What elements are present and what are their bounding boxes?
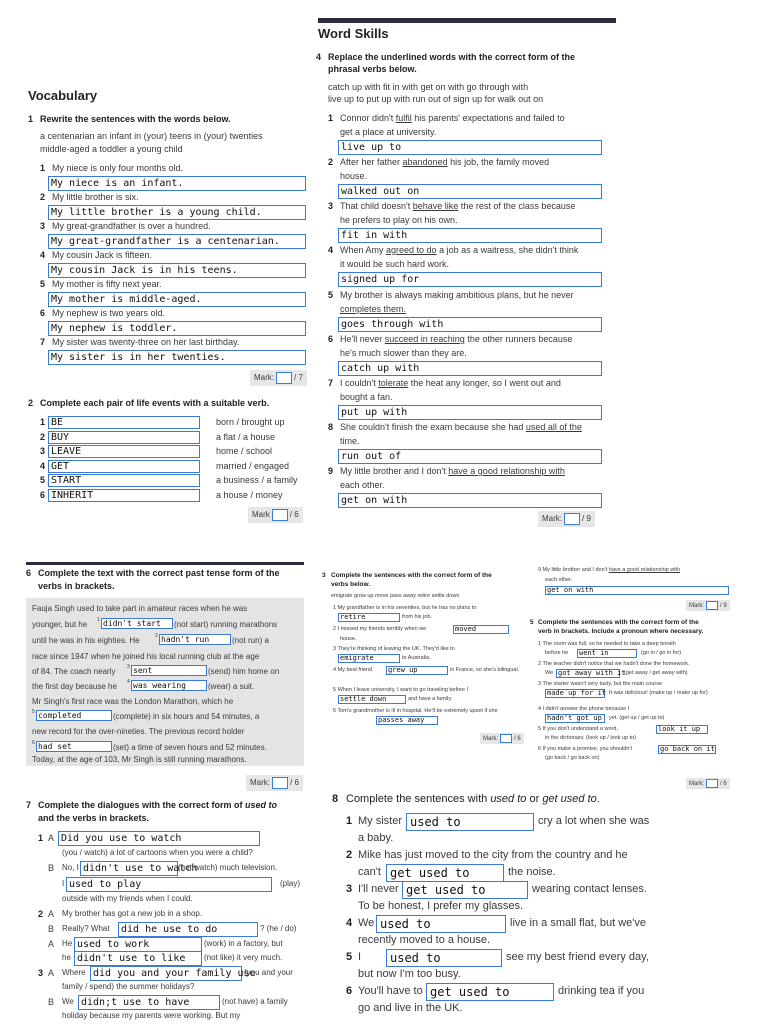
ex2-item-number: 4 xyxy=(40,460,46,471)
ex2-item-collocation: a business / a family xyxy=(216,475,298,485)
ex4-item-number: 6 xyxy=(328,334,334,344)
ex4-item-text xyxy=(340,113,565,123)
ex7-d1-speaker-a: A xyxy=(48,833,55,843)
ex1-item-question: My sister was twenty-three on her last birthday. xyxy=(52,337,240,347)
ex5-item-question: 2 The teacher didn't notice that we hadn't done the homework. xyxy=(538,661,690,667)
ex3-wordbank: emigrate grow up move pass away retire settle down xyxy=(331,593,460,599)
ex4-item-continued: house. xyxy=(340,171,368,181)
ex4-wordbank-2: live up to put up with run out of sign up for walk out on xyxy=(328,94,544,104)
ex7-instruction xyxy=(38,800,277,810)
ex5-answer-field[interactable]: go back on it xyxy=(660,745,715,753)
ex4-item-text-b: the rest of the class because xyxy=(458,201,576,211)
ex8-item-pre: I'll never xyxy=(358,883,399,895)
ex7-d3-num: 3 xyxy=(38,968,44,978)
ex5-item-rest: It was delicious! (make up / make up for) xyxy=(609,690,708,696)
ex9s-q1-text: 9 My little brother and I don't xyxy=(538,567,609,573)
ex8-instr-d: get used to xyxy=(542,793,597,805)
ex8-item-post: see my best friend every day, xyxy=(506,951,649,963)
mark-label: Mark: xyxy=(689,603,704,610)
ex6-line-6-pre: the first day because he xyxy=(32,682,117,691)
mark-label: Mark: xyxy=(483,736,498,743)
ex7-d2-c-rest: (work) in a factory, but xyxy=(204,939,283,948)
ex4-item-text-a: Connor didn't xyxy=(340,113,396,123)
ex1-item-question: My nephew is two years old. xyxy=(52,308,166,318)
ex4-item-number: 2 xyxy=(328,157,334,167)
ex5-item-pre: before he xyxy=(545,650,569,656)
ex1-answer-field[interactable]: My mother is middle-aged. xyxy=(48,292,306,307)
ex4-item-number: 4 xyxy=(328,245,334,255)
ex4-wordbank-1: catch up with fit in with get on with go through with xyxy=(328,82,529,92)
ex5-item-question: 3 The starter wasn't very tasty, but the main course xyxy=(538,681,663,687)
ex6-line-5-pre: of 84. The coach nearly xyxy=(32,667,116,676)
ex4-item-text xyxy=(340,245,578,255)
ex6-line-2-post: (not start) running marathons xyxy=(174,620,278,629)
ex6-superscript-6: 6 xyxy=(32,740,35,746)
word-skills-title: Word Skills xyxy=(318,26,389,41)
ex4-item-text-a: That child doesn't xyxy=(340,201,413,211)
ex3-answer-field[interactable]: grew up xyxy=(386,666,448,675)
ex4-answer-field[interactable]: goes through with xyxy=(338,317,602,332)
ex2-item-number: 6 xyxy=(40,489,46,500)
ex7-d2-b-rest: ? (he / do) xyxy=(260,924,297,933)
ex5-number: 5 xyxy=(530,619,534,626)
ex7-d2-d-pre: he xyxy=(62,953,71,962)
ex5-item-question: 5 If you don't understand a word, xyxy=(538,726,618,732)
ex1-item-question: My little brother is six. xyxy=(52,192,139,202)
ex4-answer-field[interactable]: run out of xyxy=(338,449,602,464)
ex1-item-number: 2 xyxy=(40,192,46,202)
ex4-answer-field[interactable]: get on with xyxy=(338,493,602,508)
mark-label: Mark: xyxy=(254,373,274,383)
ex6-line-9: new record for the over-nineties. The previous record holder xyxy=(32,727,245,736)
ex8-answer-field[interactable]: get used to xyxy=(426,983,554,1001)
ex7-d2-num: 2 xyxy=(38,909,44,919)
ex3-answer-field[interactable]: moved xyxy=(453,625,509,634)
ex2-answer-field[interactable]: BE xyxy=(48,416,200,429)
ex3-item-question: 1 My grandfather is in his seventies, but he has no plans to xyxy=(333,605,477,611)
ex8-instr-a: Complete the sentences with xyxy=(346,793,491,805)
ex1-mark xyxy=(250,370,307,386)
ex5-item-question: 4 I didn't answer the phone because I xyxy=(538,706,630,712)
ex4-instruction: Replace the underlined words with the correct form of the xyxy=(328,52,576,62)
ex7-d1-answer-b2[interactable]: used to play xyxy=(66,877,272,892)
ex3-answer-field[interactable]: emigrate xyxy=(338,654,400,663)
ex4-item-text xyxy=(340,201,575,211)
ex6-line-4: race since 1947 when he joined his local running club at the age xyxy=(32,652,260,661)
ex8-item-number: 3 xyxy=(346,883,353,895)
ex2-answer-field[interactable]: START xyxy=(48,474,200,487)
word-skills-bar xyxy=(318,18,616,23)
ex5-item-pre: We xyxy=(545,670,554,676)
ex8-item-continued: To be honest, I prefer my glasses. xyxy=(358,900,524,912)
ex6-line-11: Today, at the age of 103, Mr Singh is still running marathons. xyxy=(32,755,247,764)
ex4-item-underlined: have a good relationship with xyxy=(448,466,565,476)
ex8-instruction xyxy=(346,793,600,805)
ex1-number: 1 xyxy=(28,114,34,124)
ex4-item-text xyxy=(340,334,572,344)
ex5-item-rest: yet. (get up / get up to) xyxy=(609,715,665,721)
ex3-instruction-2: verbs below. xyxy=(331,581,371,588)
ex4-item-text-a: She couldn't finish the exam because she had xyxy=(340,422,526,432)
ex9s-mark xyxy=(686,600,730,611)
mark-input[interactable] xyxy=(272,509,288,521)
ex7-d2-speaker-a2: A xyxy=(48,939,55,949)
ex3-item-rest: house. xyxy=(340,636,357,642)
mark-input[interactable] xyxy=(276,372,292,384)
mark-input[interactable] xyxy=(706,779,718,788)
ex9s-q2: each other. xyxy=(545,577,573,583)
ex4-answer-field[interactable]: put up with xyxy=(338,405,602,420)
ex1-item-number: 4 xyxy=(40,250,46,260)
ex6-answer-4[interactable]: was wearing xyxy=(131,680,207,691)
ex6-instruction: Complete the text with the correct past tense form of the xyxy=(38,568,280,578)
ex1-answer-field[interactable]: My great-grandfather is a centenarian. xyxy=(48,234,306,249)
ex5-instruction: Complete the sentences with the correct form of the xyxy=(538,619,699,626)
ex2-item-number: 3 xyxy=(40,446,46,456)
ex4-item-text xyxy=(340,378,561,388)
ex6-line-2-pre: younger, but he xyxy=(32,620,88,629)
ex6-line-7: Mr Singh's first race was the London Marathon, which he xyxy=(32,697,234,706)
ex4-item-underlined: abandoned xyxy=(402,157,448,167)
ex8-item-number: 5 xyxy=(346,951,353,963)
ex8-instr-e: . xyxy=(596,793,600,805)
ex3-item-question: 2 I missed my friends terribly when we xyxy=(333,626,427,632)
ex6-line-3-post: (not run) a xyxy=(232,636,269,645)
ex3-item-question: 5 When I leave university, I want to go traveling before I xyxy=(333,687,469,693)
ex4-item-continued: each other. xyxy=(340,480,385,490)
ex8-item-number: 6 xyxy=(346,985,353,997)
ex8-number: 8 xyxy=(332,793,339,805)
ex6-line-1: Fauja Singh used to take part in amateur races when he was xyxy=(32,604,248,613)
ex5-answer-field[interactable]: hadn't got up xyxy=(545,714,605,723)
ex8-item-pre2: can't xyxy=(358,866,381,878)
ex4-item-number: 3 xyxy=(328,201,334,211)
ex4-answer-field[interactable]: fit in with xyxy=(338,228,602,243)
ex8-item-continued: but now I'm too busy. xyxy=(358,968,461,980)
ex4-number: 4 xyxy=(316,52,322,62)
ex5-item-rest: (go back / go back on) xyxy=(545,755,600,761)
ex1-answer-field[interactable]: My little brother is a young child. xyxy=(48,205,306,220)
ex6-superscript-4: 4 xyxy=(127,679,130,685)
ex1-item-question: My niece is only four months old. xyxy=(52,163,184,173)
ex6-answer-1[interactable]: didn't start xyxy=(101,618,173,629)
ex4-item-underlined: agreed to do xyxy=(386,245,437,255)
ex7-d2-a-line: My brother has got a new job in a shop. xyxy=(62,909,203,918)
ex7-d1-b2-rest: (play) xyxy=(280,879,301,888)
ex6-answer-3[interactable]: sent xyxy=(131,665,207,676)
ex4-item-underlined: succeed in reaching xyxy=(384,334,465,344)
ex4-item-continued: bought a fan. xyxy=(340,392,393,402)
ex4-instruction-2: phrasal verbs below. xyxy=(328,64,417,74)
ex7-d2-answer-c[interactable]: used to work xyxy=(74,937,202,952)
ex3-number: 3 xyxy=(322,572,326,579)
ex6-number: 6 xyxy=(26,568,32,578)
ex1-wordbank-2: middle-aged a toddler a young child xyxy=(40,144,183,154)
ex8-item-number: 1 xyxy=(346,815,353,827)
ex5-item-rest: (get away / get away with) xyxy=(624,670,688,676)
ex5-answer-field[interactable]: went in xyxy=(577,649,637,658)
ex5-item-rest: in the dictionary. (look up / look up to) xyxy=(545,735,637,741)
mark-input[interactable] xyxy=(500,734,512,743)
ex1-answer-field[interactable]: My sister is in her twenties. xyxy=(48,350,306,365)
ex6-superscript-5: 5 xyxy=(32,709,35,715)
ex2-instruction: Complete each pair of life events with a suitable verb. xyxy=(40,398,270,408)
ex4-item-continued: time. xyxy=(340,436,360,446)
ex2-answer-field[interactable]: INHERIT xyxy=(48,489,200,502)
ex8-answer-field[interactable]: used to xyxy=(376,915,506,933)
ex3-answer-field[interactable]: passes away xyxy=(376,716,438,725)
ex5-item-rest: (go in / go in for) xyxy=(641,650,682,656)
ex4-item-text xyxy=(340,290,574,300)
mark-label: Mark: xyxy=(689,781,704,788)
ex4-item-text xyxy=(340,422,582,432)
ex5-answer-field[interactable]: got away with it xyxy=(558,669,626,677)
mark-total: / 9 xyxy=(720,603,727,610)
ex7-instruction-2: and the verbs in brackets. xyxy=(38,813,150,823)
ex7-d1-b3: outside with my friends when I could. xyxy=(62,894,193,903)
ex8-item-number: 4 xyxy=(346,917,353,929)
ex5-item-question: 1 The room was full, so he needed to take a deep breath xyxy=(538,641,676,647)
ex7-d1-b1-rest: (not watch) much television. xyxy=(178,863,278,872)
mark-total: / 6 xyxy=(290,778,299,788)
ex7-d3-answer-a[interactable]: did you and your family use xyxy=(90,966,242,981)
ex4-item-text xyxy=(340,157,549,167)
mark-total: / 9 xyxy=(582,514,591,524)
ex4-item-continued: completes them. xyxy=(340,304,407,314)
ex4-item-text-a: My brother is always making ambitious plans, but he never xyxy=(340,290,574,300)
ex1-instruction: Rewrite the sentences with the words below. xyxy=(40,114,231,124)
ex7-d2-speaker-a: A xyxy=(48,909,55,919)
ex5-answer-field[interactable]: made up for it xyxy=(547,689,607,697)
ex7-d2-b-pre: Really? What xyxy=(62,924,110,933)
ex1-item-number: 7 xyxy=(40,337,46,347)
ex8-instr-c: or xyxy=(526,793,543,805)
ex6-answer-5[interactable]: completed xyxy=(36,710,112,721)
vocabulary-title: Vocabulary xyxy=(28,88,98,103)
ex4-item-text-a: I couldn't xyxy=(340,378,379,388)
ex8-answer-field[interactable]: used to xyxy=(406,813,534,831)
ex4-answer-field[interactable]: catch up with xyxy=(338,361,602,376)
ex4-item-number: 9 xyxy=(328,466,334,476)
ex4-item-text-b: the heat any longer, so I went out and xyxy=(408,378,561,388)
ex4-item-text xyxy=(340,466,565,476)
ex8-item-pre: My sister xyxy=(358,815,402,827)
ex2-item-number: 1 xyxy=(40,417,46,427)
ex9s-underlined: have a good relationship with xyxy=(608,567,681,573)
ex6-line-8-post: (complete) in six hours and 54 minutes, a xyxy=(113,712,260,721)
mark-input[interactable] xyxy=(564,513,580,525)
ex8-item-post: the noise. xyxy=(508,866,556,878)
ex7-d3-speaker-b: B xyxy=(48,997,55,1007)
ex8-item-post: live in a small flat, but we've xyxy=(510,917,646,929)
ex6-superscript-1: 1 xyxy=(97,617,100,623)
mark-input[interactable] xyxy=(706,601,718,610)
mark-input[interactable] xyxy=(272,777,288,789)
ex8-item-number: 2 xyxy=(346,849,353,861)
ex4-item-number: 8 xyxy=(328,422,334,432)
ex3-instruction: Complete the sentences with the correct form of the xyxy=(331,572,492,579)
ex6-line-5-post: (send) him home on xyxy=(208,667,280,676)
ex2-item-collocation: married / engaged xyxy=(216,460,290,471)
ex4-item-underlined: behave like xyxy=(412,201,459,211)
ex8-item-post: wearing contact lenses. xyxy=(532,883,647,895)
ex3-answer-field[interactable]: settle down xyxy=(338,695,406,704)
ex4-item-text-a: He'll never xyxy=(340,334,385,344)
ex1-item-number: 1 xyxy=(40,163,46,173)
ex8-item-post: cry a lot when she was xyxy=(538,815,650,827)
ex3-item-question: 6 Tom's grandmother is ill in hospital. He'll be extremely upset if she xyxy=(333,708,498,714)
ex7-d1-b2-pre: I xyxy=(62,879,65,888)
ex7-d1-answer-b1[interactable]: didn't use to watch xyxy=(80,861,178,876)
ex7-number: 7 xyxy=(26,800,32,810)
mark-total: / 6 xyxy=(514,736,521,743)
ex2-mark xyxy=(248,507,303,523)
ex8-item-continued: recently moved to a house. xyxy=(358,934,491,946)
ex2-number: 2 xyxy=(28,398,34,408)
mark-total: / 6 xyxy=(720,781,727,788)
ex7-d2-answer-b[interactable]: did he use to do xyxy=(118,922,258,937)
ex7-instr-a: Complete the dialogues with the correct form of xyxy=(38,800,246,810)
ex2-item-collocation: a flat / a house xyxy=(216,431,276,442)
ex8-instr-b: used to xyxy=(490,793,527,805)
ex6-instruction-2: verbs in brackets. xyxy=(38,581,115,591)
ex5-item-question: 6 If you make a promise, you shouldn't xyxy=(538,746,632,752)
ex7-d3-b2: holiday because my parents were working. But my xyxy=(62,1011,241,1020)
ex6-line-10-post: (set) a time of seven hours and 52 minutes. xyxy=(113,743,267,752)
ex2-answer-field[interactable]: GET xyxy=(48,460,200,473)
ex6-superscript-2: 2 xyxy=(155,633,158,639)
ex4-item-number: 5 xyxy=(328,290,334,300)
ex3-item-rest: in France, so she's bilingual. xyxy=(450,667,520,673)
ex4-answer-field[interactable]: live up to xyxy=(338,140,602,155)
ex2-answer-field[interactable]: LEAVE xyxy=(48,445,200,458)
ex7-d3-a-rest: (you and your xyxy=(244,968,293,977)
ex1-item-question: My mother is fifty next year. xyxy=(52,279,162,289)
ex1-item-number: 5 xyxy=(40,279,46,289)
ex4-item-continued: he's much slower than they are. xyxy=(340,348,467,358)
ex3-item-rest: from his job. xyxy=(402,614,432,620)
ex8-item-continued: a baby. xyxy=(358,832,394,844)
ex4-item-continued: it would be such hard work. xyxy=(340,259,450,269)
mark-label: Mark: xyxy=(250,778,270,788)
ex7-d3-a2: family / spend) the summer holidays? xyxy=(62,982,195,991)
ex7-d1-answer-a[interactable]: Did you use to watch xyxy=(58,831,260,846)
ex5-mark xyxy=(686,778,730,789)
ex4-item-number: 7 xyxy=(328,378,334,388)
ex4-item-text-b: his job, the family moved xyxy=(447,157,550,167)
ex1-item-question: My great-grandfather is over a hundred. xyxy=(52,221,211,231)
ex8-item-post: drinking tea if you xyxy=(558,985,645,997)
ex3-item-rest: to Australia. xyxy=(402,655,431,661)
ex8-item-pre: We xyxy=(358,917,375,929)
ex2-item-number: 5 xyxy=(40,475,46,485)
ex8-item-pre: You'll have to xyxy=(358,985,423,997)
ex9s-q1 xyxy=(538,567,680,573)
ex7-d1-a-rest: (you / watch) a lot of cartoons when you were a child? xyxy=(62,848,253,857)
ex6-line-6-post: (wear) a suit. xyxy=(208,682,255,691)
ex1-item-question: My cousin Jack is fifteen. xyxy=(52,250,153,260)
ex7-instr-b: used to xyxy=(245,800,278,810)
ex4-item-continued: get a place at university. xyxy=(340,127,437,137)
ex4-item-text-a: My little brother and I don't xyxy=(340,466,449,476)
ex4-item-text-b: a job as a waitress, she didn't think xyxy=(436,245,579,255)
ex6-answer-6[interactable]: had set xyxy=(36,741,112,752)
ex4-item-text-b: the other runners because xyxy=(464,334,573,344)
ex4-answer-field[interactable]: walked out on xyxy=(338,184,602,199)
ex4-item-text-a: When Amy xyxy=(340,245,387,255)
ex8-item-pre: Mike has just moved to the city from the country and he xyxy=(358,849,628,861)
ex7-d2-d-rest: (not like) it very much. xyxy=(204,953,283,962)
ex3-mark xyxy=(480,733,524,744)
mark-label: Mark: xyxy=(542,514,562,524)
ex4-item-underlined: tolerate xyxy=(378,378,409,388)
ex5-instruction-2: verb in brackets. Include a pronoun where necessary. xyxy=(538,628,704,635)
ex7-d3-a-pre: Where xyxy=(62,968,86,977)
ex4-mark xyxy=(538,511,595,527)
ex7-d3-b-pre: We xyxy=(62,997,74,1006)
ex7-d3-answer-b[interactable]: didn;t use to have xyxy=(78,995,220,1010)
ex6-bar xyxy=(26,562,304,565)
ex3-answer-field[interactable]: retire xyxy=(338,613,400,622)
ex8-item-continued: go and live in the UK. xyxy=(358,1002,463,1014)
ex3-item-rest: and have a family. xyxy=(408,696,453,702)
ex7-d3-b-rest: (not have) a family xyxy=(222,997,288,1006)
ex7-d2-c-pre: He xyxy=(62,939,73,948)
ex8-answer-field[interactable]: get used to xyxy=(402,881,528,899)
ex4-item-continued: he prefers to play on his own. xyxy=(340,215,458,225)
ex6-mark xyxy=(246,775,303,791)
mark-total: / 7 xyxy=(294,373,303,383)
ex1-item-number: 3 xyxy=(40,221,46,231)
mark-total: / 6 xyxy=(289,510,299,520)
ex4-answer-field[interactable]: signed up for xyxy=(338,272,602,287)
ex7-d1-speaker-b: B xyxy=(48,863,55,873)
ex1-wordbank-1: a centenarian an infant in (your) teens in (your) twenties xyxy=(40,131,263,141)
mark-label: Mark xyxy=(252,510,270,520)
ex1-answer-field[interactable]: My nephew is toddler. xyxy=(48,321,306,336)
ex6-answer-2[interactable]: hadn't run xyxy=(159,634,231,645)
ex3-item-question: 4 My best friend xyxy=(333,667,373,673)
ex2-item-number: 2 xyxy=(40,431,46,442)
ex1-item-number: 6 xyxy=(40,308,46,318)
ex4-item-text-a: After her father xyxy=(340,157,403,167)
ex2-answer-field[interactable]: BUY xyxy=(48,431,200,444)
ex4-item-text-b: his parents' expectations and failed to xyxy=(411,113,565,123)
ex7-d3-speaker-a: A xyxy=(48,968,55,978)
ex7-d2-answer-d[interactable]: didn't use to like xyxy=(74,951,202,966)
ex6-line-3-pre: until he was in his eighties. He xyxy=(32,636,140,645)
ex8-item-pre: I xyxy=(358,951,362,963)
ex1-answer-field[interactable]: My niece is an infant. xyxy=(48,176,306,191)
ex9s-answer[interactable]: get on with xyxy=(545,586,729,595)
ex8-answer-field[interactable]: used to xyxy=(386,949,502,967)
ex4-item-underlined: used all of the xyxy=(525,422,582,432)
ex4-item-number: 1 xyxy=(328,113,334,123)
ex2-item-collocation: home / school xyxy=(216,446,273,456)
ex3-item-question: 3 They're thinking of leaving the UK. They'd like to xyxy=(333,646,455,652)
ex8-answer-field[interactable]: get used to xyxy=(386,864,504,882)
ex1-answer-field[interactable]: My cousin Jack is in his teens. xyxy=(48,263,306,278)
ex5-answer-field[interactable]: look it up xyxy=(656,725,708,734)
ex2-item-collocation: a house / money xyxy=(216,489,283,500)
ex7-d2-speaker-b: B xyxy=(48,924,55,934)
ex4-item-underlined: fulfil xyxy=(395,113,412,123)
ex7-d1-b-pre: No, I xyxy=(62,863,79,872)
ex6-superscript-3: 3 xyxy=(127,664,130,670)
ex7-d1-num: 1 xyxy=(38,833,44,843)
ex2-item-collocation: born / brought up xyxy=(216,417,285,427)
